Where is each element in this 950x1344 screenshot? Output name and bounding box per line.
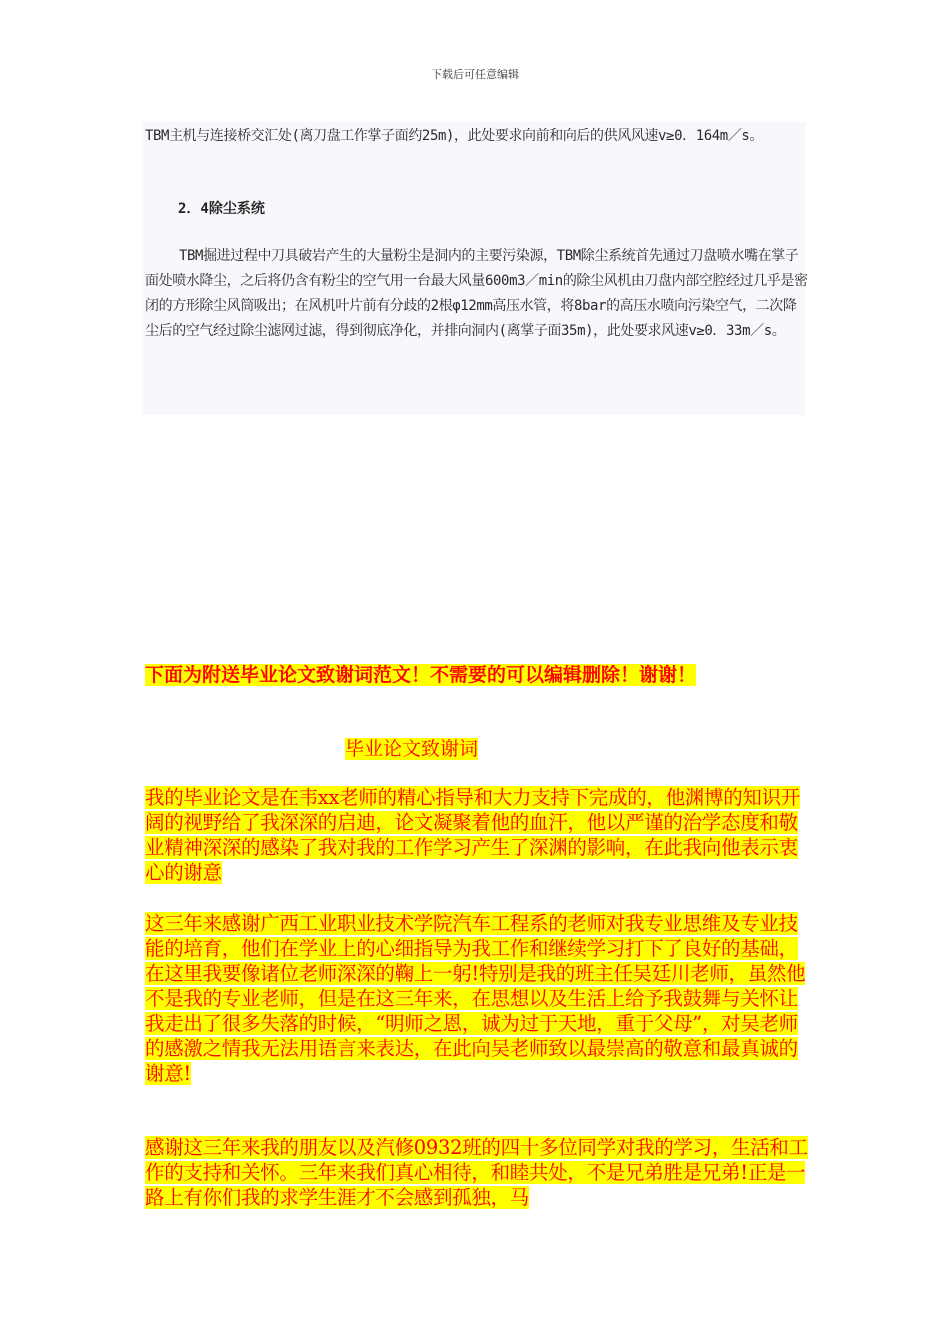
- page-header: 下载后可任意编辑: [431, 68, 519, 81]
- section-heading: 2．4除尘系统: [178, 201, 265, 217]
- acknowledgement-paragraph: [145, 785, 809, 885]
- acknowledgement-paragraph-text: 我的毕业论文是在韦xx老师的精心指导和大力支持下完成的，他渊博的知识开阔的视野给了我深深的启迪，论文凝聚着他的血汗，他以严谨的治学态度和敬业精神深深的感染了我对我的工作学习产生了深渊的影响，在此我向他表示衷心的谢意: [145, 786, 800, 884]
- intro-paragraph: TBM主机与连接桥交汇处(离刀盘工作掌子面约25m)，此处要求向前和向后的供风风速v≥0．164m／s。: [145, 128, 764, 144]
- appendix-notice: [145, 660, 696, 690]
- acknowledgement-title-text: 毕业论文致谢词: [345, 738, 479, 760]
- appendix-notice-text: 下面为附送毕业论文致谢词范文！不需要的可以编辑删除！谢谢！: [145, 664, 697, 686]
- dust-removal-paragraph: TBM掘进过程中刀具破岩产生的大量粉尘是洞内的主要污染源，TBM除尘系统首先通过刀盘喷水嘴在掌子面处喷水降尘，之后将仍含有粉尘的空气用一台最大风量600m3／min的除尘风机由刀盘内部空腔经过几乎是密闭的方形除尘风筒吸出；在风机叶片前有分歧的2根φ12mm高压水管，将8bar的高压水喷向污染空气，二次降尘后的空气经过除尘滤网过滤，得到彻底净化，并排向洞内(离掌子面35m)，此处要求风速v≥0．33m／s。: [145, 248, 808, 339]
- acknowledgement-title: [345, 735, 478, 763]
- acknowledgement-paragraph: [145, 1135, 809, 1210]
- acknowledgement-paragraph-text: 感谢这三年来我的朋友以及汽修0932班的四十多位同学对我的学习，生活和工作的支持和关怀。三年来我们真心相待，和睦共处，不是兄弟胜是兄弟!正是一路上有你们我的求学生涯才不会感到孤独，马: [145, 1136, 808, 1209]
- acknowledgement-paragraph-text: 这三年来感谢广西工业职业技术学院汽车工程系的老师对我专业思维及专业技能的培育，他们在学业上的心细指导为我工作和继续学习打下了良好的基础，在这里我要像诸位老师深深的鞠上一躬!特别是我的班主任吴廷川老师，虽然他不是我的专业老师，但是在这三年来，在思想以及生活上给予我鼓舞与关怀让我走出了很多失落的时候，“明师之恩，诚为过于天地，重于父母”，对吴老师的感激之情我无法用语言来表达，在此向吴老师致以最崇高的敬意和最真诚的谢意!: [145, 912, 806, 1085]
- acknowledgement-paragraph: [145, 911, 809, 1086]
